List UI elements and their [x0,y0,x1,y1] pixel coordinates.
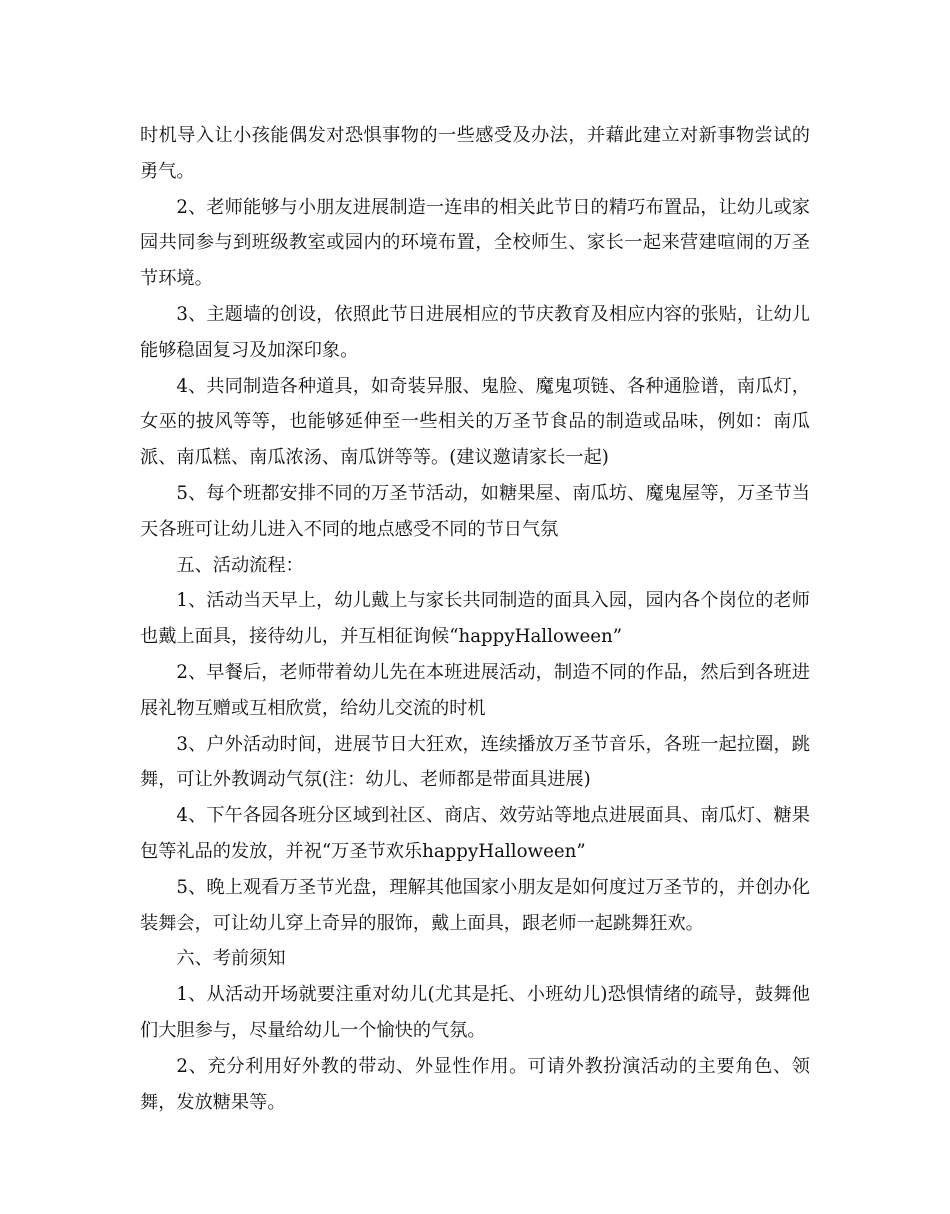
section-heading-5: 五、活动流程： [176,554,304,576]
paragraph-1: 时机导入让小孩能偶发对恐惧事物的一些感受及办法，并藉此建立对新事物尝试的勇气。 [140,125,810,182]
paragraph-13: 1、从活动开场就要注重对幼儿(尤其是托、小班幼儿)恐惧情绪的疏导，鼓舞他们大胆参与，尽量给幼儿一个愉快的气氛。 [140,984,810,1041]
paragraph-8: 2、早餐后，老师带着幼儿先在本班进展活动，制造不同的作品，然后到各班进展礼物互赠或互相欣赏，给幼儿交流的时机 [140,661,810,719]
paragraph-9: 3、户外活动时间，进展节日大狂欢，连续播放万圣节音乐，各班一起拉圈，跳舞，可让外教调动气氛(注：幼儿、老师都是带面具进展) [140,733,810,791]
section-heading-6: 六、考前须知 [176,948,286,970]
paragraph-3: 3、主题墙的创设，依照此节日进展相应的节庆教育及相应内容的张贴，让幼儿能够稳固复习及加深印象。 [140,303,810,361]
paragraph-10: 4、下午各园各班分区域到社区、商店、效劳站等地点进展面具、南瓜灯、糖果包等礼品的发放，并祝“万圣节欢乐happyHalloween” [140,805,810,862]
paragraph-4: 4、共同制造各种道具，如奇装异服、鬼脸、魔鬼项链、各种通脸谱，南瓜灯，女巫的披风等等，也能够延伸至一些相关的万圣节食品的制造或品味，例如：南瓜派、南瓜糕、南瓜浓汤、南瓜饼等等。(建议邀请家长一起) [140,375,810,469]
paragraph-11: 5、晚上观看万圣节光盘，理解其他国家小朋友是如何度过万圣节的，并创办化装舞会，可让幼儿穿上奇异的服饰，戴上面具，跟老师一起跳舞狂欢。 [140,876,810,934]
paragraph-14: 2、充分利用好外教的带动、外显性作用。可请外教扮演活动的主要角色、领舞，发放糖果等。 [140,1055,810,1113]
paragraph-7: 1、活动当天早上，幼儿戴上与家长共同制造的面具入园，园内各个岗位的老师也戴上面具，接待幼儿，并互相征询候“happyHalloween” [140,590,810,648]
paragraph-5: 5、每个班都安排不同的万圣节活动，如糖果屋、南瓜坊、魔鬼屋等，万圣节当天各班可让幼儿进入不同的地点感受不同的节日气氛 [140,482,810,540]
paragraph-2: 2、老师能够与小朋友进展制造一连串的相关此节日的精巧布置品，让幼儿或家园共同参与到班级教室或园内的环境布置，全校师生、家长一起来营建喧闹的万圣节环境。 [140,196,810,290]
document-body [140,118,810,1120]
